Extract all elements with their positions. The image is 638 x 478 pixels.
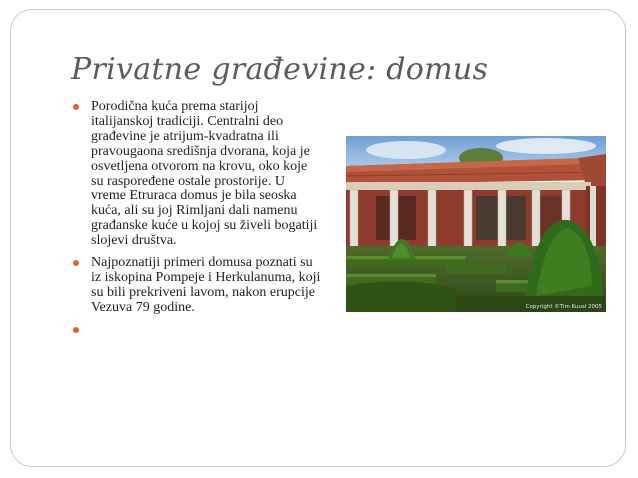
domus-courtyard-photo [346, 136, 606, 312]
bullet-text: Porodična kuća prema starijoj italijanskoj tradiciji. Centralni deo građevine je atrijum-kvadratna ili pravougaona središnja dvorana, koja je osvetljena otvorom na krovu, oko koje su raspoređene ostale prostorije. U vreme Etruraca domus je bila seoska kuća, ali su joj Rimljani dali namenu građanske kuće u kojoj su živeli bogatiji slojevi društva. [91, 99, 318, 249]
bullet-item [73, 323, 323, 337]
bullet-dot-icon [73, 260, 79, 266]
slide-title: Privatne građevine: domus [71, 52, 489, 87]
bullet-list [73, 100, 323, 344]
bullet-item [73, 100, 323, 249]
bullet-dot-icon [73, 327, 79, 333]
bullet-item [73, 256, 323, 316]
bullet-dot-icon [73, 104, 79, 110]
photo-copyright: Copyright ©Tim Kuusi 2005 [525, 304, 602, 310]
bullet-text: Najpoznatiji primeri domusa poznati su iz iskopina Pompeje i Herkulanuma, koji su bili prekriveni lavom, nakon erupcije Vezuva 79 godine. [91, 255, 321, 315]
courtyard-illustration [346, 136, 606, 312]
